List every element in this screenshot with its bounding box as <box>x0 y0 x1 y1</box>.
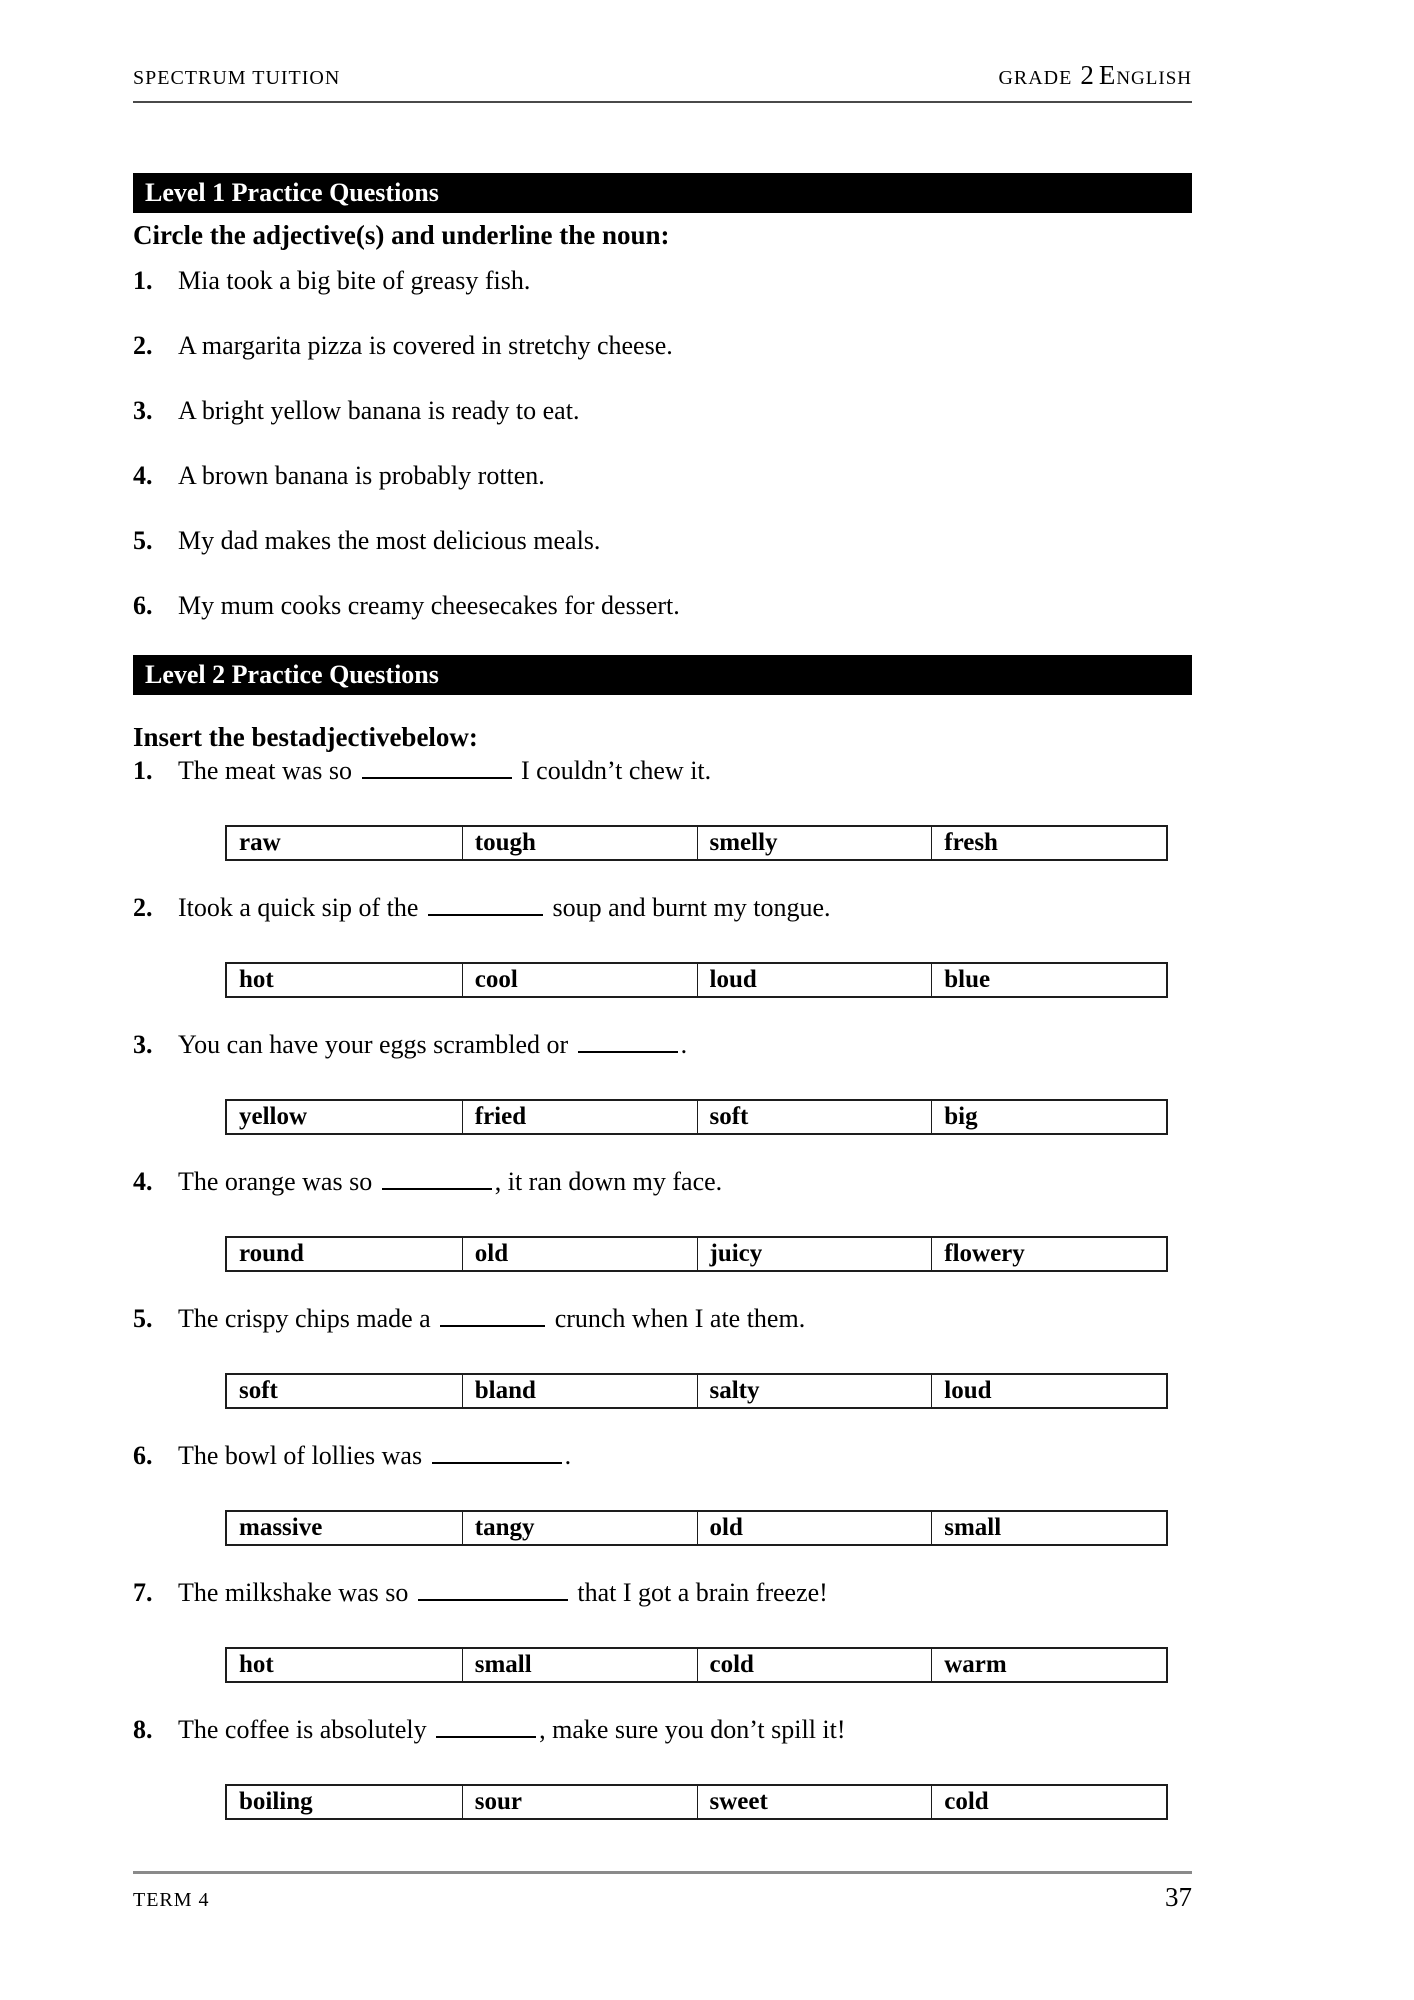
question-number: 1. <box>133 756 153 785</box>
question-number: 8. <box>133 1715 153 1744</box>
option-cell: loud <box>697 964 932 996</box>
question-number: 7. <box>133 1578 153 1607</box>
option-cell: warm <box>931 1649 1166 1681</box>
question-text <box>178 1714 1192 1746</box>
option-cell: raw <box>239 829 281 856</box>
option-cell: soft <box>697 1101 932 1133</box>
options-table <box>225 1099 1168 1135</box>
question-block <box>133 892 1192 998</box>
item-number: 1. <box>133 266 153 295</box>
option-cell: fried <box>462 1101 697 1133</box>
item-sentence: My mum cooks creamy cheesecakes for dessert. <box>178 591 680 620</box>
question-after-blank: , make sure you don’t spill it! <box>539 1715 846 1744</box>
option-cell: smelly <box>697 827 932 859</box>
question-before-blank: You can have your eggs scrambled or <box>178 1030 569 1059</box>
question-block <box>133 755 1192 861</box>
option-cell: bland <box>462 1375 697 1407</box>
fill-blank <box>440 1305 545 1327</box>
fill-blank <box>428 894 543 916</box>
option-cell: round <box>239 1240 304 1267</box>
term-text: TERM 4 <box>133 1889 210 1911</box>
option-cell: blue <box>931 964 1166 996</box>
question-line <box>133 1303 1192 1335</box>
question-number: 3. <box>133 1030 153 1059</box>
item-sentence: A margarita pizza is covered in stretchy cheese. <box>178 331 673 360</box>
options-table <box>225 1510 1168 1546</box>
list-item <box>133 460 1192 492</box>
page-number: 37 <box>1165 1882 1192 1912</box>
option-cell: sweet <box>697 1786 932 1818</box>
list-item <box>133 590 1192 622</box>
question-before-blank: The bowl of lollies was <box>178 1441 423 1470</box>
option-cell: boiling <box>239 1788 313 1815</box>
fill-blank <box>382 1168 492 1190</box>
item-number: 2. <box>133 331 153 360</box>
question-block <box>133 1577 1192 1683</box>
question-text <box>178 1303 1192 1335</box>
level2-section-bar <box>133 655 1192 695</box>
question-after-blank: . <box>680 1030 688 1059</box>
question-after-blank: I couldn’t chew it. <box>514 756 712 785</box>
item-sentence: A brown banana is probably rotten. <box>178 461 545 490</box>
option-cell: juicy <box>697 1238 932 1270</box>
item-sentence: Mia took a big bite of greasy fish. <box>178 266 531 295</box>
fill-blank <box>362 757 512 779</box>
option-cell: yellow <box>239 1103 308 1130</box>
question-number: 2. <box>133 893 153 922</box>
level1-instruction: Circle the adjective(s) and underline the noun: <box>133 220 670 250</box>
question-line <box>133 1440 1192 1472</box>
list-item <box>133 265 1192 297</box>
question-after-blank: crunch when I ate them. <box>548 1304 806 1333</box>
page-header <box>133 60 1192 103</box>
options-table <box>225 1373 1168 1409</box>
option-cell: salty <box>697 1375 932 1407</box>
question-text <box>178 892 1192 924</box>
question-block <box>133 1166 1192 1272</box>
question-number: 5. <box>133 1304 153 1333</box>
option-cell: hot <box>239 1651 274 1678</box>
item-number: 4. <box>133 461 153 490</box>
question-text <box>178 1440 1192 1472</box>
fill-blank <box>432 1442 562 1464</box>
question-text <box>178 1029 1192 1061</box>
question-before-blank: The coffee is absolutely <box>178 1715 427 1744</box>
option-cell: tangy <box>462 1512 697 1544</box>
question-after-blank: soup and burnt my tongue. <box>545 893 831 922</box>
question-line <box>133 892 1192 924</box>
question-number: 6. <box>133 1441 153 1470</box>
question-text <box>178 1166 1192 1198</box>
question-line <box>133 1577 1192 1609</box>
question-before-blank: The meat was so <box>178 756 353 785</box>
option-cell: hot <box>239 966 274 993</box>
option-cell: flowery <box>931 1238 1166 1270</box>
brand-text: SPECTRUM TUITION <box>133 67 341 89</box>
grade-word: GRADE <box>998 67 1073 89</box>
level2-instruction: Insert the bestadjectivebelow: <box>133 722 478 752</box>
list-item <box>133 330 1192 362</box>
question-block <box>133 1029 1192 1135</box>
question-before-blank: Itook a quick sip of the <box>178 893 419 922</box>
grade-subject-text <box>998 60 1192 91</box>
item-sentence: A bright yellow banana is ready to eat. <box>178 396 580 425</box>
level1-list <box>133 265 1192 622</box>
option-cell: small <box>462 1649 697 1681</box>
item-number: 5. <box>133 526 153 555</box>
fill-blank <box>436 1716 536 1738</box>
fill-blank <box>578 1031 678 1053</box>
option-cell: big <box>931 1101 1166 1133</box>
level1-section-bar <box>133 173 1192 213</box>
question-text <box>178 1577 1192 1609</box>
question-before-blank: The orange was so <box>178 1167 373 1196</box>
question-line <box>133 1029 1192 1061</box>
option-cell: fresh <box>931 827 1166 859</box>
option-cell: massive <box>239 1514 323 1541</box>
subject-text: English <box>1098 60 1192 90</box>
question-line <box>133 1714 1192 1746</box>
option-cell: tough <box>462 827 697 859</box>
option-cell: old <box>697 1512 932 1544</box>
option-cell: sour <box>462 1786 697 1818</box>
question-before-blank: The crispy chips made a <box>178 1304 431 1333</box>
option-cell: cool <box>462 964 697 996</box>
option-cell: small <box>931 1512 1166 1544</box>
question-block <box>133 1714 1192 1820</box>
question-line <box>133 755 1192 787</box>
question-text <box>178 755 1192 787</box>
item-number: 3. <box>133 396 153 425</box>
question-block <box>133 1303 1192 1409</box>
question-before-blank: The milkshake was so <box>178 1578 409 1607</box>
fill-blank <box>418 1579 568 1601</box>
option-cell: loud <box>931 1375 1166 1407</box>
options-table <box>225 962 1168 998</box>
options-table <box>225 1784 1168 1820</box>
item-sentence: My dad makes the most delicious meals. <box>178 526 601 555</box>
question-block <box>133 1440 1192 1546</box>
question-line <box>133 1166 1192 1198</box>
list-item <box>133 525 1192 557</box>
question-after-blank: , it ran down my face. <box>494 1167 723 1196</box>
grade-number: 2 <box>1080 60 1095 90</box>
question-after-blank: . <box>564 1441 572 1470</box>
item-number: 6. <box>133 591 153 620</box>
option-cell: cold <box>931 1786 1166 1818</box>
question-number: 4. <box>133 1167 153 1196</box>
option-cell: cold <box>697 1649 932 1681</box>
list-item <box>133 395 1192 427</box>
option-cell: soft <box>239 1377 278 1404</box>
level2-section-title: Level 2 Practice Questions <box>145 660 439 689</box>
options-table <box>225 1236 1168 1272</box>
options-table <box>225 1647 1168 1683</box>
option-cell: old <box>462 1238 697 1270</box>
level1-section-title: Level 1 Practice Questions <box>145 178 439 207</box>
options-table <box>225 825 1168 861</box>
page-footer <box>133 1871 1192 1913</box>
question-after-blank: that I got a brain freeze! <box>570 1578 828 1607</box>
